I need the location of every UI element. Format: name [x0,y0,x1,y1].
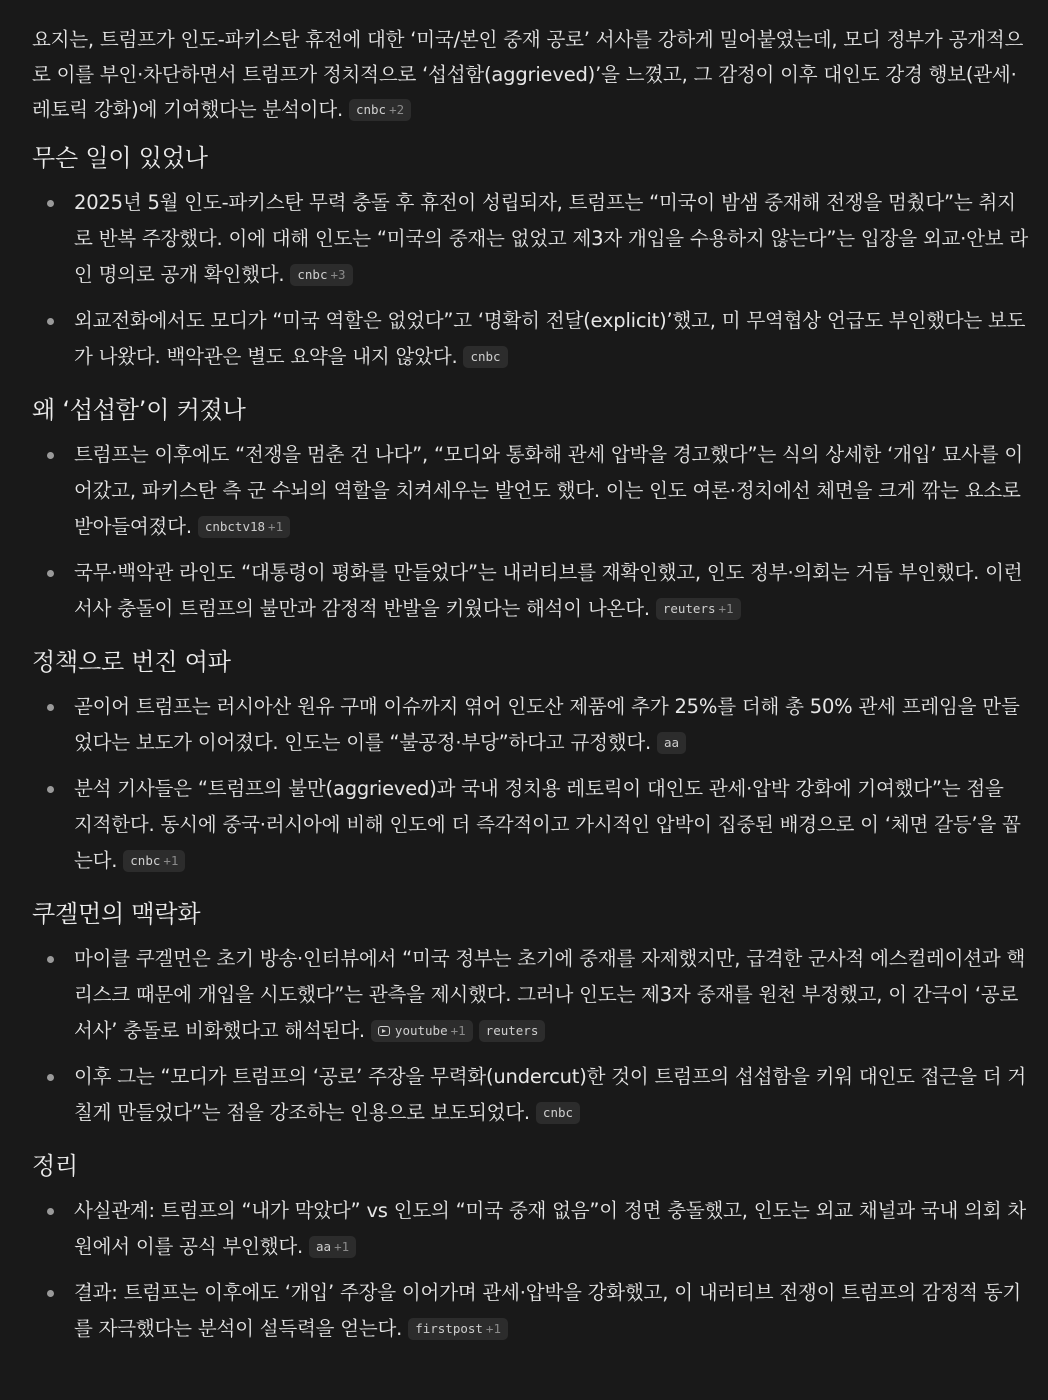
section-title: 무슨 일이 있었나 [32,144,208,172]
list-item-text: 곧이어 트럼프는 러시아산 원유 구매 이슈까지 엮어 인도산 제품에 추가 25%를 더해 총 50% 관세 프레임을 만들었다는 보도가 이어졌다. 인도는 이를 “불공정·부당”하다고 규정했다. [74,695,1020,754]
citation-chip[interactable] [349,99,411,121]
list-item-text: 마이클 쿠겔먼은 초기 방송·인터뷰에서 “미국 정부는 초기에 중재를 자제했지만, 급격한 군사적 에스컬레이션과 핵 리스크 때문에 개입을 시도했다”는 관측을 제시했다. 그러나 인도는 제3자 중재를 원천 부정했고, 이 간극이 ‘공로 서사’ 충돌로 비화했다고 해석된다. [74,947,1026,1042]
list-item-text: 결과: 트럼프는 이후에도 ‘개입’ 주장을 이어가며 관세·압박을 강화했고, 이 내러티브 전쟁이 트럼프의 감정적 동기를 자극했다는 분석이 설득력을 얻는다. [74,1281,1022,1340]
list-item-text: 이후 그는 “모디가 트럼프의 ‘공로’ 주장을 무력화(undercut)한 것이 트럼프의 섭섭함을 키워 대인도 접근을 더 거칠게 만들었다”는 점을 강조하는 인용으로 보도되었다. [74,1065,1026,1124]
citation-count: +2 [389,102,405,117]
section-title: 정리 [32,1152,78,1180]
citation-chip[interactable] [656,598,741,620]
citation-chip[interactable] [408,1318,508,1340]
citation-chip[interactable] [371,1020,473,1042]
list-item [32,689,1028,761]
citation-source: aa [664,735,680,750]
list-item [32,437,1028,545]
bullet-list [32,689,1028,879]
citation-count: +1 [485,1321,501,1336]
bullet-list [32,1193,1028,1347]
list-item [32,303,1028,375]
citation-count: +1 [163,853,179,868]
list-item [32,1059,1028,1131]
intro-text: 요지는, 트럼프가 인도-파키스탄 휴전에 대한 ‘미국/본인 중재 공로’ 서사를 강하게 밀어붙였는데, 모디 정부가 공개적으로 이를 부인·차단하면서 트럼프가 정치적으로 ‘섭섭함(aggrieved)’을 느꼈고, 그 감정이 이후 대인도 강경 행보(관세·레토릭 강화)에 기여했다는 분석이다. [32,28,1024,121]
list-item-text: 외교전화에서도 모디가 “미국 역할은 없었다”고 ‘명확히 전달(explicit)’했고, 미 무역협상 언급도 부인했다는 보도가 나왔다. 백악관은 별도 요약을 내지 않았다. [74,309,1026,368]
bullet-list [32,185,1028,375]
list-item [32,555,1028,627]
citation-source: cnbctv18 [204,519,266,534]
citation-count: +3 [330,267,346,282]
list-item-text: 2025년 5월 인도-파키스탄 무력 충돌 후 휴전이 성립되자, 트럼프는 “미국이 밤샘 중재해 전쟁을 멈췄다”는 취지로 반복 주장했다. 이에 대해 인도는 “미국의 중재는 없었고 제3자 개입을 수용하지 않는다”는 입장을 외교·안보 라인 명의로 공개 확인했다. [74,191,1029,286]
bullet-list [32,437,1028,627]
list-item-text: 트럼프는 이후에도 “전쟁을 멈춘 건 나다”, “모디와 통화해 관세 압박을 경고했다”는 식의 상세한 ‘개입’ 묘사를 이어갔고, 파키스탄 측 군 수뇌의 역할을 치켜세우는 발언도 했다. 이는 인도 여론·정치에선 체면을 크게 깎는 요소로 받아들여졌다. [74,443,1023,538]
citation-chip[interactable] [290,264,352,286]
citation-chip[interactable] [536,1102,580,1124]
citation-source: cnbc [297,267,328,282]
list-item-text: 사실관계: 트럼프의 “내가 막았다” vs 인도의 “미국 중재 없음”이 정면 충돌했고, 인도는 외교 채널과 국내 의회 차원에서 이를 공식 부인했다. [74,1199,1027,1258]
video-play-icon [378,1026,390,1036]
list-item [32,185,1028,293]
citation-count: +1 [334,1239,350,1254]
bullet-list [32,941,1028,1131]
citation-source: cnbc [470,349,501,364]
citation-chip[interactable] [123,850,185,872]
citation-source: firstpost [415,1321,483,1336]
intro-paragraph [32,22,1028,127]
list-item [32,1193,1028,1265]
list-item-text: 국무·백악관 라인도 “대통령이 평화를 만들었다”는 내러티브를 재확인했고, 인도 정부·의회는 거듭 부인했다. 이런 서사 충돌이 트럼프의 불만과 감정적 반발을 키웠다는 해석이 나온다. [74,561,1023,620]
citation-count: +1 [450,1023,466,1038]
section-title: 쿠겔먼의 맥락화 [32,900,201,928]
citation-chip[interactable] [463,346,507,368]
citation-chip[interactable] [198,516,290,538]
citation-source: cnbc [355,102,387,117]
citation-count: +1 [268,519,284,534]
citation-chip[interactable] [657,732,686,754]
citation-chip[interactable] [309,1236,356,1258]
section-title: 정책으로 번진 여파 [32,648,231,676]
list-item [32,1275,1028,1347]
citation-source: cnbc [130,853,161,868]
citation-source: aa [316,1239,332,1254]
citation-source: youtube [394,1023,448,1038]
citation-source: cnbc [542,1105,574,1120]
citation-chip[interactable] [479,1020,546,1042]
citation-source: reuters [485,1023,539,1038]
section-title: 왜 ‘섭섭함’이 커졌나 [32,396,246,424]
list-item-text: 분석 기사들은 “트럼프의 불만(aggrieved)과 국내 정치용 레토릭이 대인도 관세·압박 강화에 기여했다”는 점을 지적한다. 동시에 중국·러시아에 비해 인도에 더 즉각적이고 가시적인 압박이 집중된 배경으로 이 ‘체면 갈등’을 꼽는다. [74,777,1021,872]
list-item [32,771,1028,879]
citation-source: reuters [662,601,716,616]
list-item [32,941,1028,1049]
citation-count: +1 [718,601,734,616]
